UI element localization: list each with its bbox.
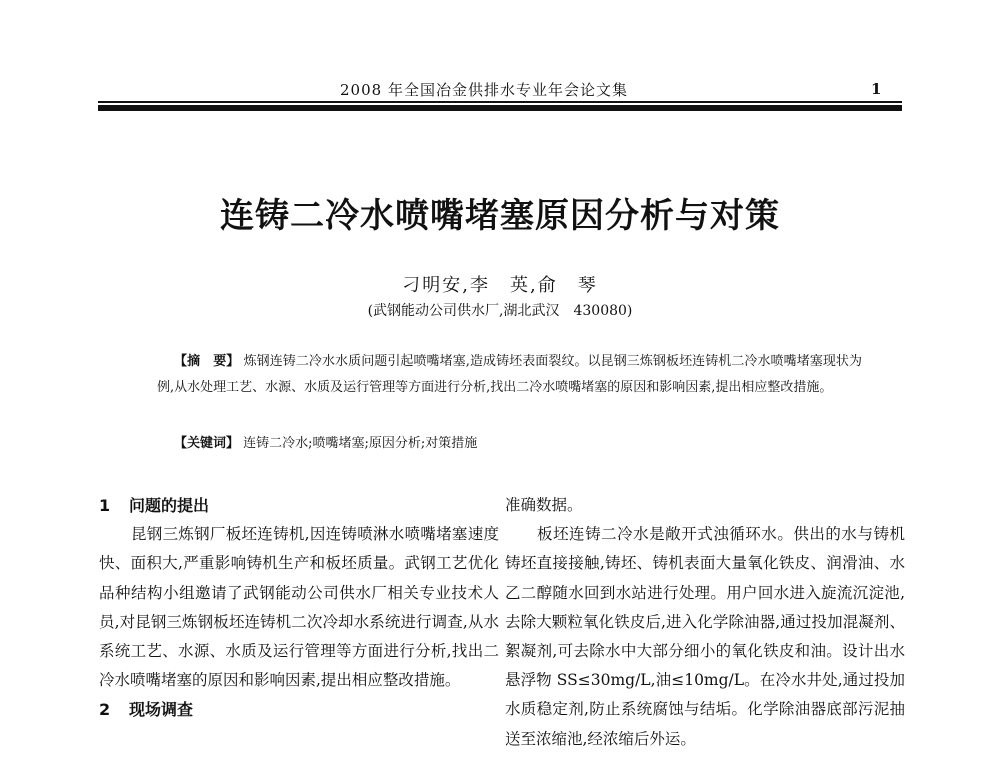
abstract-label: 【摘 要】 xyxy=(174,354,240,369)
right-column xyxy=(505,491,905,754)
section-title-2: 现场调查 xyxy=(129,700,194,720)
section-heading-2 xyxy=(99,695,499,724)
section-number-2: 2 xyxy=(99,700,111,720)
running-head: 2008 年全国冶金供排水专业年会论文集 xyxy=(340,81,628,99)
section-title-1: 问题的提出 xyxy=(129,496,210,515)
header-rule-thick xyxy=(98,105,902,111)
water-system-paragraph: 板坯连铸二冷水是敞开式浊循环水。供出的水与铸机铸坯直接接触,铸坯、铸机表面大量氧化铁皮、润滑油、水乙二醇随水回到水站进行处理。用户回水进入旋流沉淀池,去除大颗粒氧化铁皮后,进入化学除油器,通过投加混凝剂、絮凝剂,可去除水中大部分细小的氧化铁皮和油。设计出水悬浮物 SS≤30mg/L,油≤10mg/L。在冷水井处,通过投加水质稳定剂,防止系统腐蚀与结垢。化学除油器底部污泥抽送至浓缩池,经浓缩后外运。 xyxy=(505,525,905,748)
abstract-text: 炼钢连铸二冷水水质问题引起喷嘴堵塞,造成铸坯表面裂纹。以昆钢三炼钢板坯连铸机二冷水喷嘴堵塞现状为例,从水处理工艺、水源、水质及运行管理等方面进行分析,找出二冷水喷嘴堵塞的原因和影响因素,提出相应整改措施。 xyxy=(157,354,862,395)
section-heading-1 xyxy=(99,491,499,520)
keywords-label: 【关键词】 xyxy=(174,436,240,451)
section-1-paragraph: 昆钢三炼钢厂板坯连铸机,因连铸喷淋水喷嘴堵塞速度快、面积大,严重影响铸机生产和板坯质量。武钢工艺优化品种结构小组邀请了武钢能动公司供水厂相关专业技术人员,对昆钢三炼钢板坯连铸机二次冷却水系统进行调查,从水系统工艺、水源、水质及运行管理等方面进行分析,找出二冷水喷嘴堵塞的原因和影响因素,提出相应整改措施。 xyxy=(99,525,499,690)
abstract xyxy=(157,349,862,401)
left-column xyxy=(99,491,499,725)
section-number-1: 1 xyxy=(99,496,111,515)
keywords xyxy=(174,432,477,451)
paper-title: 连铸二冷水喷嘴堵塞原因分析与对策 xyxy=(220,196,780,236)
page-number: 1 xyxy=(871,80,882,98)
header-rule-thin xyxy=(98,101,902,103)
continued-text: 准确数据。 xyxy=(505,496,583,514)
paper-authors: 刁明安,李 英,俞 琴 xyxy=(402,275,598,296)
keywords-text: 连铸二冷水;喷嘴堵塞;原因分析;对策措施 xyxy=(243,436,478,451)
paper-affiliation: (武钢能动公司供水厂,湖北武汉 430080) xyxy=(367,303,633,319)
